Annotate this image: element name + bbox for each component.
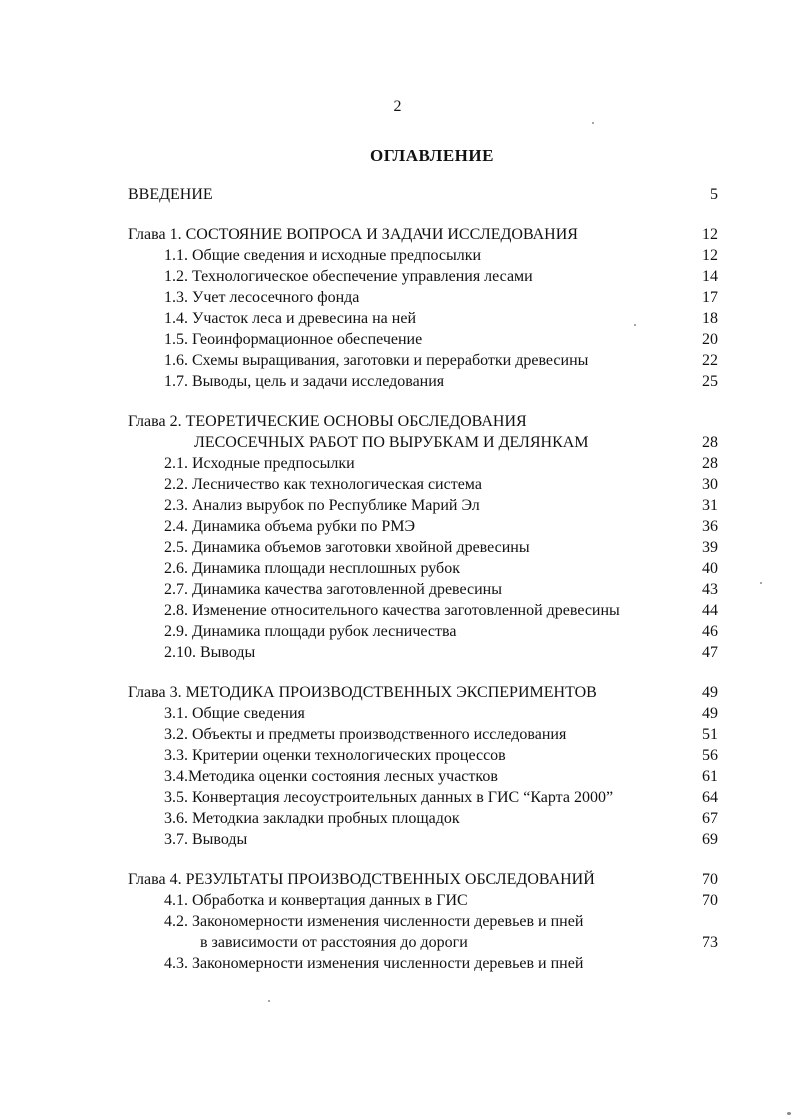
toc-entry xyxy=(128,911,718,932)
entry-page: 22 xyxy=(702,352,718,369)
toc-entry xyxy=(128,266,718,287)
entry-title: 2.7. Динамика качества заготовленной древесины xyxy=(164,581,502,598)
entry-title: 3.6. Методкиа закладки пробных площадок xyxy=(164,810,460,827)
entry-page: 43 xyxy=(702,581,718,598)
entry-page: 28 xyxy=(702,455,718,472)
entry-page: 14 xyxy=(702,268,718,285)
entry-title: 4.2. Закономерности изменения численности деревьев и пней xyxy=(164,913,584,930)
entry-title: 2.2. Лесничество как технологическая система xyxy=(164,476,482,493)
toc-entry xyxy=(128,245,718,266)
toc-entry xyxy=(128,329,718,350)
entry-title: 2.4. Динамика объема рубки по РМЭ xyxy=(164,518,415,535)
scan-speck xyxy=(634,324,636,326)
toc-entry-intro xyxy=(128,184,718,205)
entry-page: 61 xyxy=(702,768,718,785)
entry-page: 56 xyxy=(702,747,718,764)
entry-page: 31 xyxy=(702,497,718,514)
entry-title: ВВЕДЕНИЕ xyxy=(128,186,213,203)
entry-page: 46 xyxy=(702,623,718,640)
toc-entry xyxy=(128,453,718,474)
entry-page: 36 xyxy=(702,518,718,535)
toc-entry xyxy=(128,642,718,663)
entry-page: 64 xyxy=(702,789,718,806)
toc-chapter-4 xyxy=(128,869,718,890)
toc-entry xyxy=(128,474,718,495)
entry-title: 3.2. Объекты и предметы производственного исследования xyxy=(164,726,567,743)
entry-title: 4.1. Обработка и конвертация данных в ГИС xyxy=(164,892,468,909)
entry-title: 2.10. Выводы xyxy=(164,644,256,661)
scan-speck xyxy=(787,1112,791,1115)
toc-entry xyxy=(128,703,718,724)
toc-entry xyxy=(128,890,718,911)
entry-page: 30 xyxy=(702,476,718,493)
entry-page: 18 xyxy=(702,310,718,327)
toc-chapter-1 xyxy=(128,224,718,245)
scan-speck xyxy=(592,122,594,124)
chapter-title: Глава 2. ТЕОРЕТИЧЕСКИЕ ОСНОВЫ ОБСЛЕДОВАНИЯ xyxy=(128,413,527,430)
page-number: 2 xyxy=(393,98,402,115)
entry-page: 73 xyxy=(702,934,718,951)
entry-page: 40 xyxy=(702,560,718,577)
entry-title: 2.3. Анализ вырубок по Республике Марий Эл xyxy=(164,497,480,514)
toc-entry xyxy=(128,745,718,766)
entry-title: 3.7. Выводы xyxy=(164,831,248,848)
toc-chapter-2-cont xyxy=(128,432,718,453)
entry-title: 1.4. Участок леса и древесина на ней xyxy=(164,310,416,327)
scan-speck xyxy=(760,582,762,584)
chapter-title: Глава 4. РЕЗУЛЬТАТЫ ПРОИЗВОДСТВЕННЫХ ОБСЛЕДОВАНИЙ xyxy=(128,871,595,888)
entry-title: 1.6. Схемы выращивания, заготовки и переработки древесины xyxy=(164,352,589,369)
toc-entry xyxy=(128,516,718,537)
entry-page: 20 xyxy=(702,331,718,348)
entry-page: 12 xyxy=(702,247,718,264)
entry-page: 17 xyxy=(702,289,718,306)
entry-title: 1.5. Геоинформационное обеспечение xyxy=(164,331,423,348)
toc-entry xyxy=(128,287,718,308)
toc-entry xyxy=(128,579,718,600)
entry-title: 1.2. Технологическое обеспечение управления лесами xyxy=(164,268,533,285)
chapter-page: 49 xyxy=(702,684,718,701)
entry-page: 67 xyxy=(702,810,718,827)
table-of-contents xyxy=(128,184,718,974)
entry-title: 2.9. Динамика площади рубок лесничества xyxy=(164,623,457,640)
toc-entry xyxy=(128,558,718,579)
entry-page: 25 xyxy=(702,373,718,390)
entry-title: 3.5. Конвертация лесоустроительных данных в ГИС “Карта 2000” xyxy=(164,789,614,806)
toc-entry xyxy=(128,621,718,642)
entry-page: 44 xyxy=(702,602,718,619)
entry-page: 49 xyxy=(702,705,718,722)
entry-title-cont: в зависимости от расстояния до дороги xyxy=(200,934,468,951)
entry-title: 1.3. Учет лесосечного фонда xyxy=(164,289,360,306)
entry-title: 1.1. Общие сведения и исходные предпосылки xyxy=(164,247,482,264)
toc-entry xyxy=(128,495,718,516)
chapter-title: Глава 3. МЕТОДИКА ПРОИЗВОДСТВЕННЫХ ЭКСПЕРИМЕНТОВ xyxy=(128,684,597,701)
entry-page: 51 xyxy=(702,726,718,743)
entry-page: 39 xyxy=(702,539,718,556)
entry-title: 2.1. Исходные предпосылки xyxy=(164,455,355,472)
entry-title: 3.3. Критерии оценки технологических процессов xyxy=(164,747,506,764)
chapter-page: 70 xyxy=(702,871,718,888)
entry-title: 2.8. Изменение относительного качества заготовленной древесины xyxy=(164,602,620,619)
toc-chapter-3 xyxy=(128,682,718,703)
entry-title: 4.3. Закономерности изменения численности деревьев и пней xyxy=(164,955,584,972)
entry-title: 3.1. Общие сведения xyxy=(164,705,305,722)
toc-entry xyxy=(128,808,718,829)
entry-title: 1.7. Выводы, цель и задачи исследования xyxy=(164,373,445,390)
toc-entry xyxy=(128,829,718,850)
entry-page: 69 xyxy=(702,831,718,848)
toc-entry xyxy=(128,766,718,787)
entry-page: 47 xyxy=(702,644,718,661)
entry-page: 5 xyxy=(710,186,718,203)
chapter-page: 12 xyxy=(702,226,718,243)
chapter-page: 28 xyxy=(702,434,718,451)
toc-entry xyxy=(128,787,718,808)
toc-title: ОГЛАВЛЕНИЕ xyxy=(370,146,494,165)
toc-entry xyxy=(128,308,718,329)
entry-page: 70 xyxy=(702,892,718,909)
toc-entry xyxy=(128,537,718,558)
entry-title: 2.6. Динамика площади несплошных рубок xyxy=(164,560,460,577)
chapter-title-cont: ЛЕСОСЕЧНЫХ РАБОТ ПО ВЫРУБКАМ И ДЕЛЯНКАМ xyxy=(194,434,589,451)
entry-title: 2.5. Динамика объемов заготовки хвойной древесины xyxy=(164,539,530,556)
toc-entry-cont xyxy=(128,932,718,953)
toc-entry xyxy=(128,953,718,974)
toc-entry xyxy=(128,371,718,392)
chapter-title: Глава 1. СОСТОЯНИЕ ВОПРОСА И ЗАДАЧИ ИССЛЕДОВАНИЯ xyxy=(128,226,578,243)
scan-speck xyxy=(268,1000,270,1002)
toc-entry xyxy=(128,350,718,371)
entry-title: 3.4.Методика оценки состояния лесных участков xyxy=(164,768,498,785)
toc-chapter-2 xyxy=(128,411,718,432)
toc-entry xyxy=(128,600,718,621)
toc-entry xyxy=(128,724,718,745)
